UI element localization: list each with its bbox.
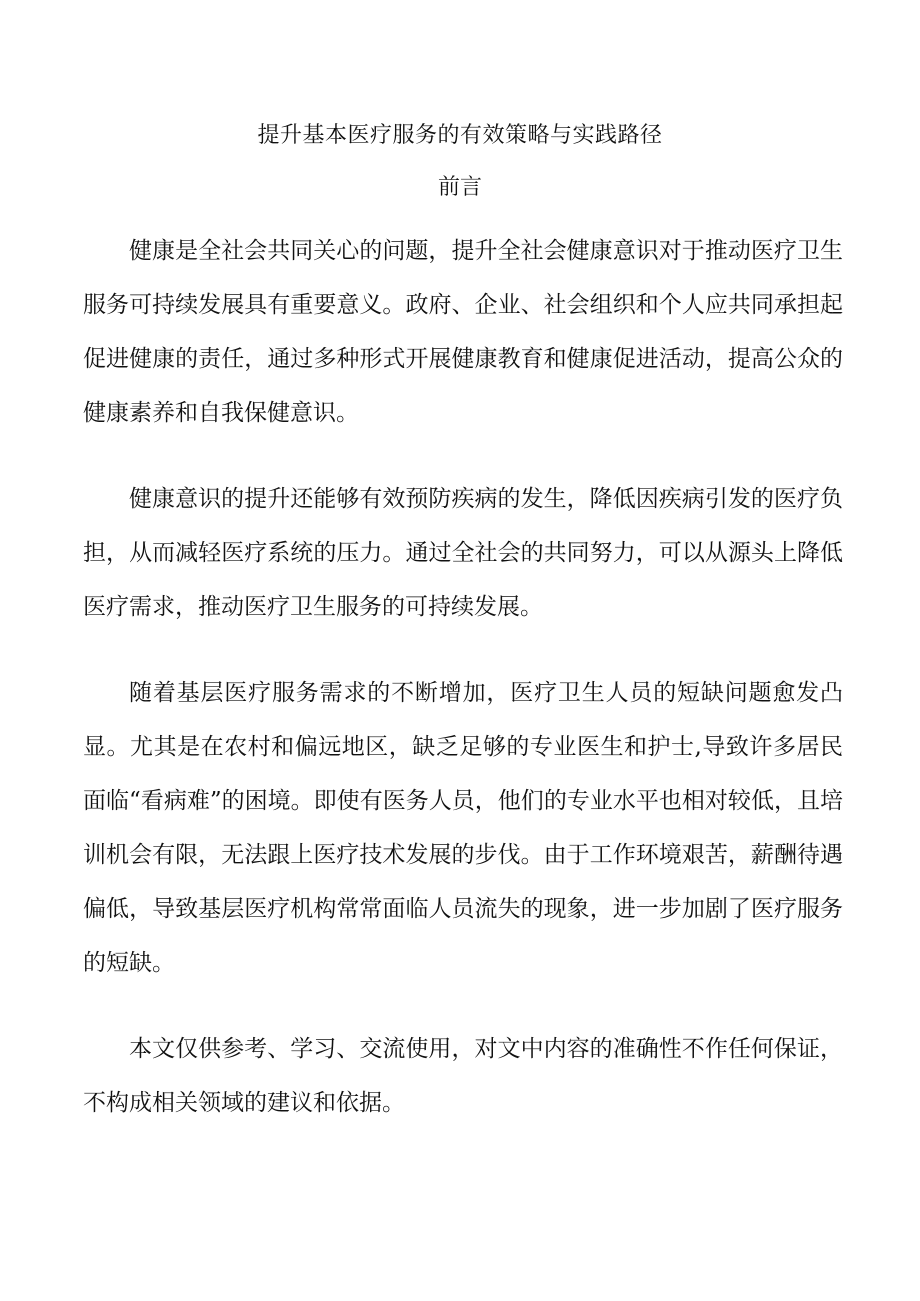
document-body [83,224,843,1162]
document-title: 提升基本医疗服务的有效策略与实践路径 [257,123,663,148]
paragraph-3: 随着基层医疗服务需求的不断增加，医疗卫生人员的短缺问题愈发凸显。尤其是在农村和偏远地区，缺乏足够的专业医生和护士,导致许多居民面临“看病难”的困境。即使有医务人员，他们的专业水平也相对较低，且培训机会有限，无法跟上医疗技术发展的步伐。由于工作环境艰苦，薪酬待遇偏低，导致基层医疗机构常常面临人员流失的现象，进一步加剧了医疗服务的短缺。 [83,680,843,976]
section-heading: 前言 [437,175,482,200]
paragraph-4-disclaimer: 本文仅供参考、学习、交流使用，对文中内容的准确性不作任何保证，不构成相关领域的建议和依据。 [83,1036,843,1116]
paragraph-1: 健康是全社会共同关心的问题，提升全社会健康意识对于推动医疗卫生服务可持续发展具有重要意义。政府、企业、社会组织和个人应共同承担起促进健康的责任，通过多种形式开展健康教育和健康促进活动，提高公众的健康素养和自我保健意识。 [83,238,843,426]
paragraph-2: 健康意识的提升还能够有效预防疾病的发生，降低因疾病引发的医疗负担，从而减轻医疗系统的压力。通过全社会的共同努力，可以从源头上降低医疗需求，推动医疗卫生服务的可持续发展。 [83,486,843,620]
